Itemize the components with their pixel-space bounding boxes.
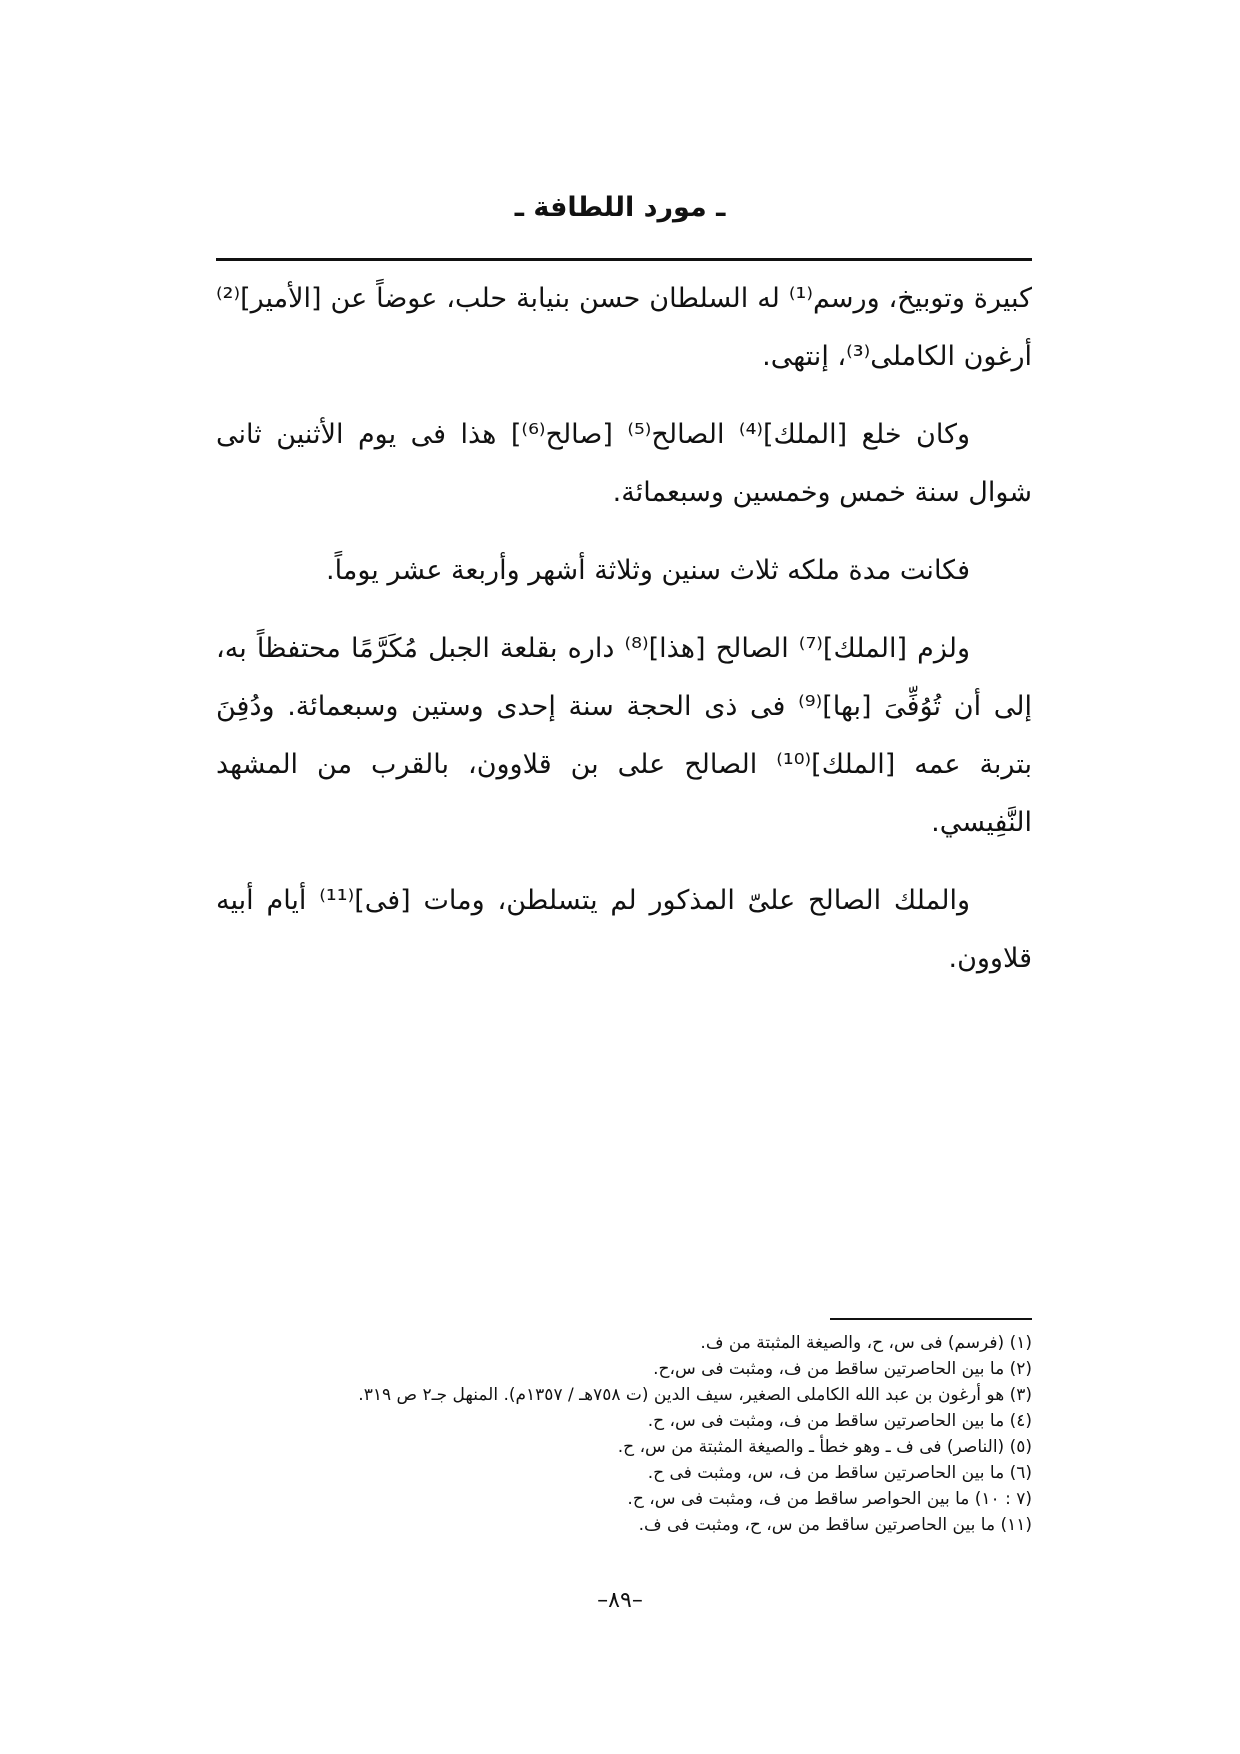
body-text <box>216 270 1032 1008</box>
footnote-5: (٥) (الناصر) فى ف ـ وهو خطأ ـ والصيغة المثبتة من س، ح. <box>617 1437 1032 1457</box>
paragraph-2: وكان خلع [الملك]⁽⁴⁾ الصالح⁽⁵⁾ [صالح⁽⁶⁾] هذا فى يوم الأثنين ثانى شوال سنة خمس وخمسين وسبعمائة. <box>216 419 1032 508</box>
footnote-4: (٤) ما بين الحاصرتين ساقط من ف، ومثبت فى س، ح. <box>647 1411 1032 1431</box>
running-header: ـ مورد اللطافة ـ <box>514 192 726 223</box>
footnote-3: (٣) هو أرغون بن عبد الله الكاملى الصغير، سيف الدين (ت ٧٥٨هـ / ١٣٥٧م). المنهل جـ٢ ص ٣١٩. <box>358 1385 1032 1405</box>
footnote-6: (٦) ما بين الحاصرتين ساقط من ف، س، ومثبت فى ح. <box>647 1463 1032 1483</box>
footnote-2: (٢) ما بين الحاصرتين ساقط من ف، ومثبت فى س،ح. <box>653 1359 1032 1379</box>
paragraph-5: والملك الصالح علىّ المذكور لم يتسلطن، ومات [فى]⁽¹¹⁾ أيام أبيه قلاوون. <box>216 885 1032 974</box>
paragraph-4: ولزم [الملك]⁽⁷⁾ الصالح [هذا]⁽⁸⁾ داره بقلعة الجبل مُكَرَّمًا محتفظاً به، إلى أن تُوُفِّىَ [بها]⁽⁹⁾ فى ذى الحجة سنة إحدى وستين وسبعمائة. ودُفِنَ بتربة عمه [الملك]⁽¹⁰⁾ الصالح على بن قلاوون، بالقرب من المشهد النَّفِيسي. <box>216 633 1032 838</box>
footnote-7-10: (٧ : ١٠) ما بين الحواصر ساقط من ف، ومثبت فى س، ح. <box>627 1489 1032 1509</box>
footnote-11: (١١) ما بين الحاصرتين ساقط من س، ح، ومثبت فى ف. <box>638 1515 1032 1535</box>
page-number: –٨٩– <box>597 1588 643 1613</box>
footnote-1: (١) (فرسم) فى س، ح، والصيغة المثبتة من ف. <box>700 1333 1032 1353</box>
footnotes <box>216 1330 1032 1538</box>
header-rule <box>216 258 1032 261</box>
footnote-rule <box>830 1318 1032 1320</box>
paragraph-3: فكانت مدة ملكه ثلاث سنين وثلاثة أشهر وأربعة عشر يوماً. <box>326 555 970 586</box>
paragraph-1: كبيرة وتوبيخ، ورسم⁽¹⁾ له السلطان حسن بنيابة حلب، عوضاً عن [الأمير]⁽²⁾ أرغون الكاملى⁽³⁾، إنتهى. <box>216 283 1032 372</box>
